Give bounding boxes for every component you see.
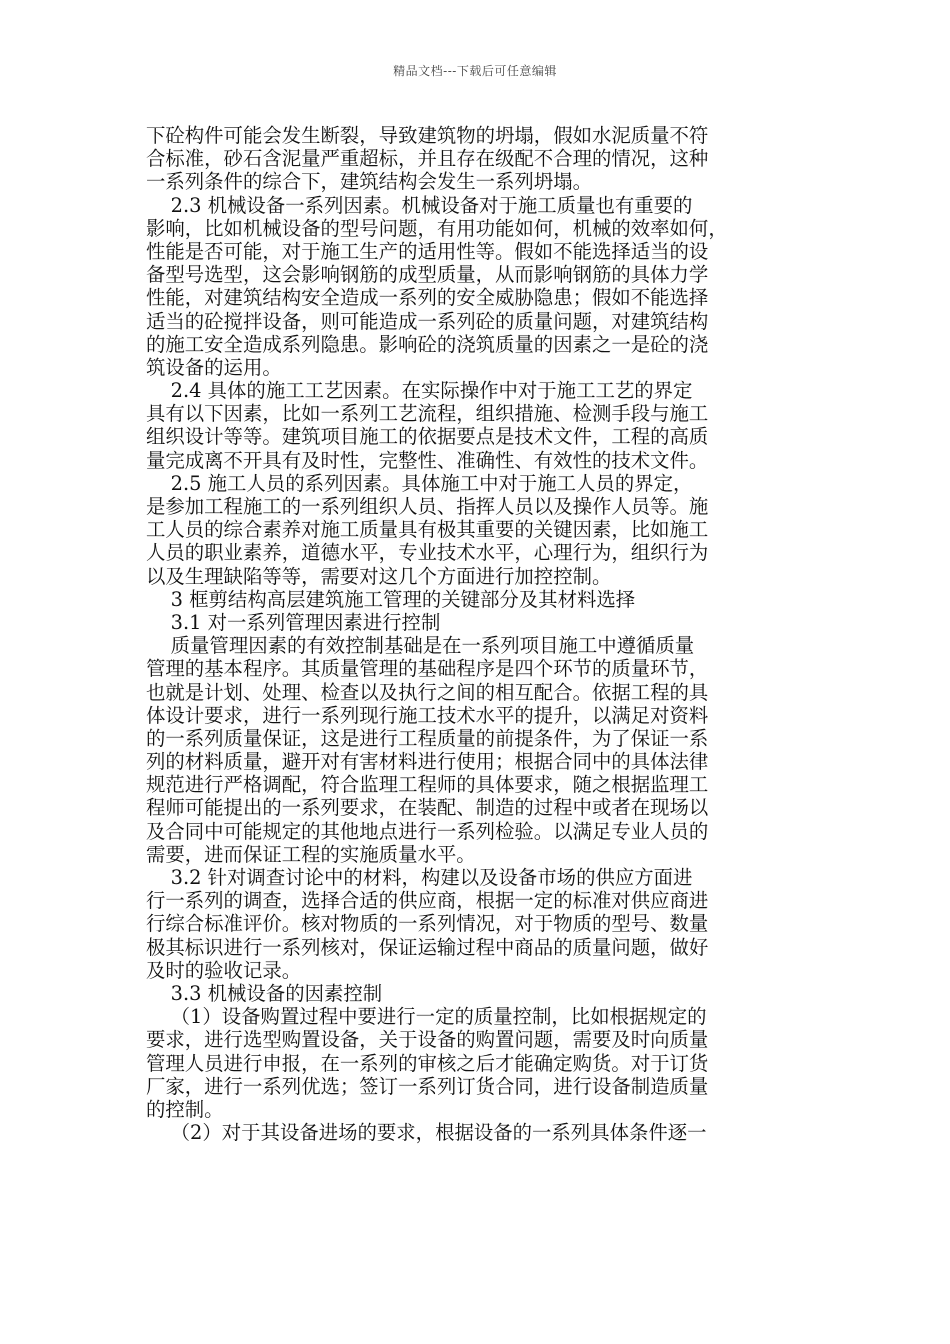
text-line: 筑设备的运用。 (146, 355, 282, 379)
text-line: 2.3 机械设备一系列因素。机械设备对于施工质量也有重要的 (146, 193, 693, 217)
text-line: 质量管理因素的有效控制基础是在一系列项目施工中遵循质量 (146, 634, 695, 658)
text-line: 需要，进而保证工程的实施质量水平。 (146, 842, 476, 866)
text-line: 适当的砼搅拌设备，则可能造成一系列砼的质量问题，对建筑结构 (146, 309, 709, 333)
text-line: 规范进行严格调配，符合监理工程师的具体要求，随之根据监理工 (146, 773, 709, 797)
text-line: 的控制。 (146, 1097, 224, 1121)
text-line: 及合同中可能规定的其他地点进行一系列检验。以满足专业人员的 (146, 819, 709, 843)
text-line: 具有以下因素，比如一系列工艺流程，组织措施、检测手段与施工 (146, 402, 709, 426)
text-line: 3.2 针对调查讨论中的材料，构建以及设备市场的供应方面进 (146, 866, 693, 889)
text-line: 人员的职业素养，道德水平，专业技术水平，心理行为，组织行为 (146, 541, 709, 565)
text-line: 组织设计等等。建筑项目施工的依据要点是技术文件，工程的高质 (146, 425, 709, 449)
text-line: （2）对于其设备进场的要求，根据设备的一系列具体条件逐一 (146, 1121, 707, 1145)
text-line: 也就是计划、处理、检查以及执行之间的相互配合。依据工程的具 (146, 680, 709, 704)
text-line: 3.1 对一系列管理因素进行控制 (146, 610, 441, 634)
text-line: 下砼构件可能会发生断裂，导致建筑物的坍塌，假如水泥质量不符 (146, 124, 709, 147)
text-line: 管理人员进行申报，在一系列的审核之后才能确定购货。对于订货 (146, 1051, 709, 1075)
text-line: 程师可能提出的一系列要求，在装配、制造的过程中或者在现场以 (146, 796, 709, 820)
text-line: 2.5 施工人员的系列因素。具体施工中对于施工人员的界定， (146, 471, 693, 495)
text-line: 体设计要求，进行一系列现行施工技术水平的提升，以满足对资料 (146, 703, 709, 727)
document-body (146, 124, 810, 1144)
text-line: 是参加工程施工的一系列组织人员、指挥人员以及操作人员等。施 (146, 495, 709, 518)
text-line: 的施工安全造成系列隐患。影响砼的浇筑质量的因素之一是砼的浇 (146, 332, 709, 356)
text-line: 行综合标准评价。核对物质的一系列情况，对于物质的型号、数量 (146, 912, 709, 936)
text-line: 量完成离不开具有及时性，完整性、准确性、有效性的技术文件。 (146, 448, 709, 472)
text-line: 厂家，进行一系列优选；签订一系列订货合同，进行设备制造质量 (146, 1074, 709, 1098)
text-line: 一系列条件的综合下，建筑结构会发生一系列坍塌。 (146, 170, 592, 194)
text-line: 3.3 机械设备的因素控制 (146, 981, 383, 1005)
text-line: 以及生理缺陷等等，需要对这几个方面进行加控控制。 (146, 564, 612, 588)
text-line: 行一系列的调查，选择合适的供应商，根据一定的标准对供应商进 (146, 889, 709, 913)
text-line: 影响，比如机械设备的型号问题，有用功能如何，机械的效率如何， (146, 216, 728, 240)
text-line: 3 框剪结构高层建筑施工管理的关键部分及其材料选择 (146, 587, 636, 611)
text-line: 性能是否可能，对于施工生产的适用性等。假如不能选择适当的设 (146, 239, 709, 263)
text-line: 合标准，砂石含泥量严重超标，并且存在级配不合理的情况，这种 (146, 147, 709, 171)
text-line: 列的材料质量，避开对有害材料进行使用；根据合同中的具体法律 (146, 750, 709, 774)
text-line: （1）设备购置过程中要进行一定的质量控制，比如根据规定的 (146, 1005, 707, 1029)
text-line: 2.4 具体的施工工艺因素。在实际操作中对于施工工艺的界定 (146, 379, 693, 403)
text-line: 的一系列质量保证，这是进行工程质量的前提条件，为了保证一系 (146, 726, 709, 750)
text-line: 备型号选型，这会影响钢筋的成型质量，从而影响钢筋的具体力学 (146, 263, 709, 287)
page-header: 精品文档---下载后可任意编辑 (393, 64, 557, 78)
text-line: 管理的基本程序。其质量管理的基础程序是四个环节的质量环节， (146, 657, 709, 681)
text-line: 极其标识进行一系列核对，保证运输过程中商品的质量问题，做好 (146, 935, 709, 959)
text-line: 工人员的综合素养对施工质量具有极其重要的关键因素，比如施工 (146, 518, 709, 542)
text-line: 性能，对建筑结构安全造成一系列的安全威胁隐患；假如不能选择 (146, 286, 709, 310)
text-line: 要求，进行选型购置设备，关于设备的购置问题，需要及时向质量 (146, 1028, 709, 1052)
text-line: 及时的验收记录。 (146, 958, 302, 982)
